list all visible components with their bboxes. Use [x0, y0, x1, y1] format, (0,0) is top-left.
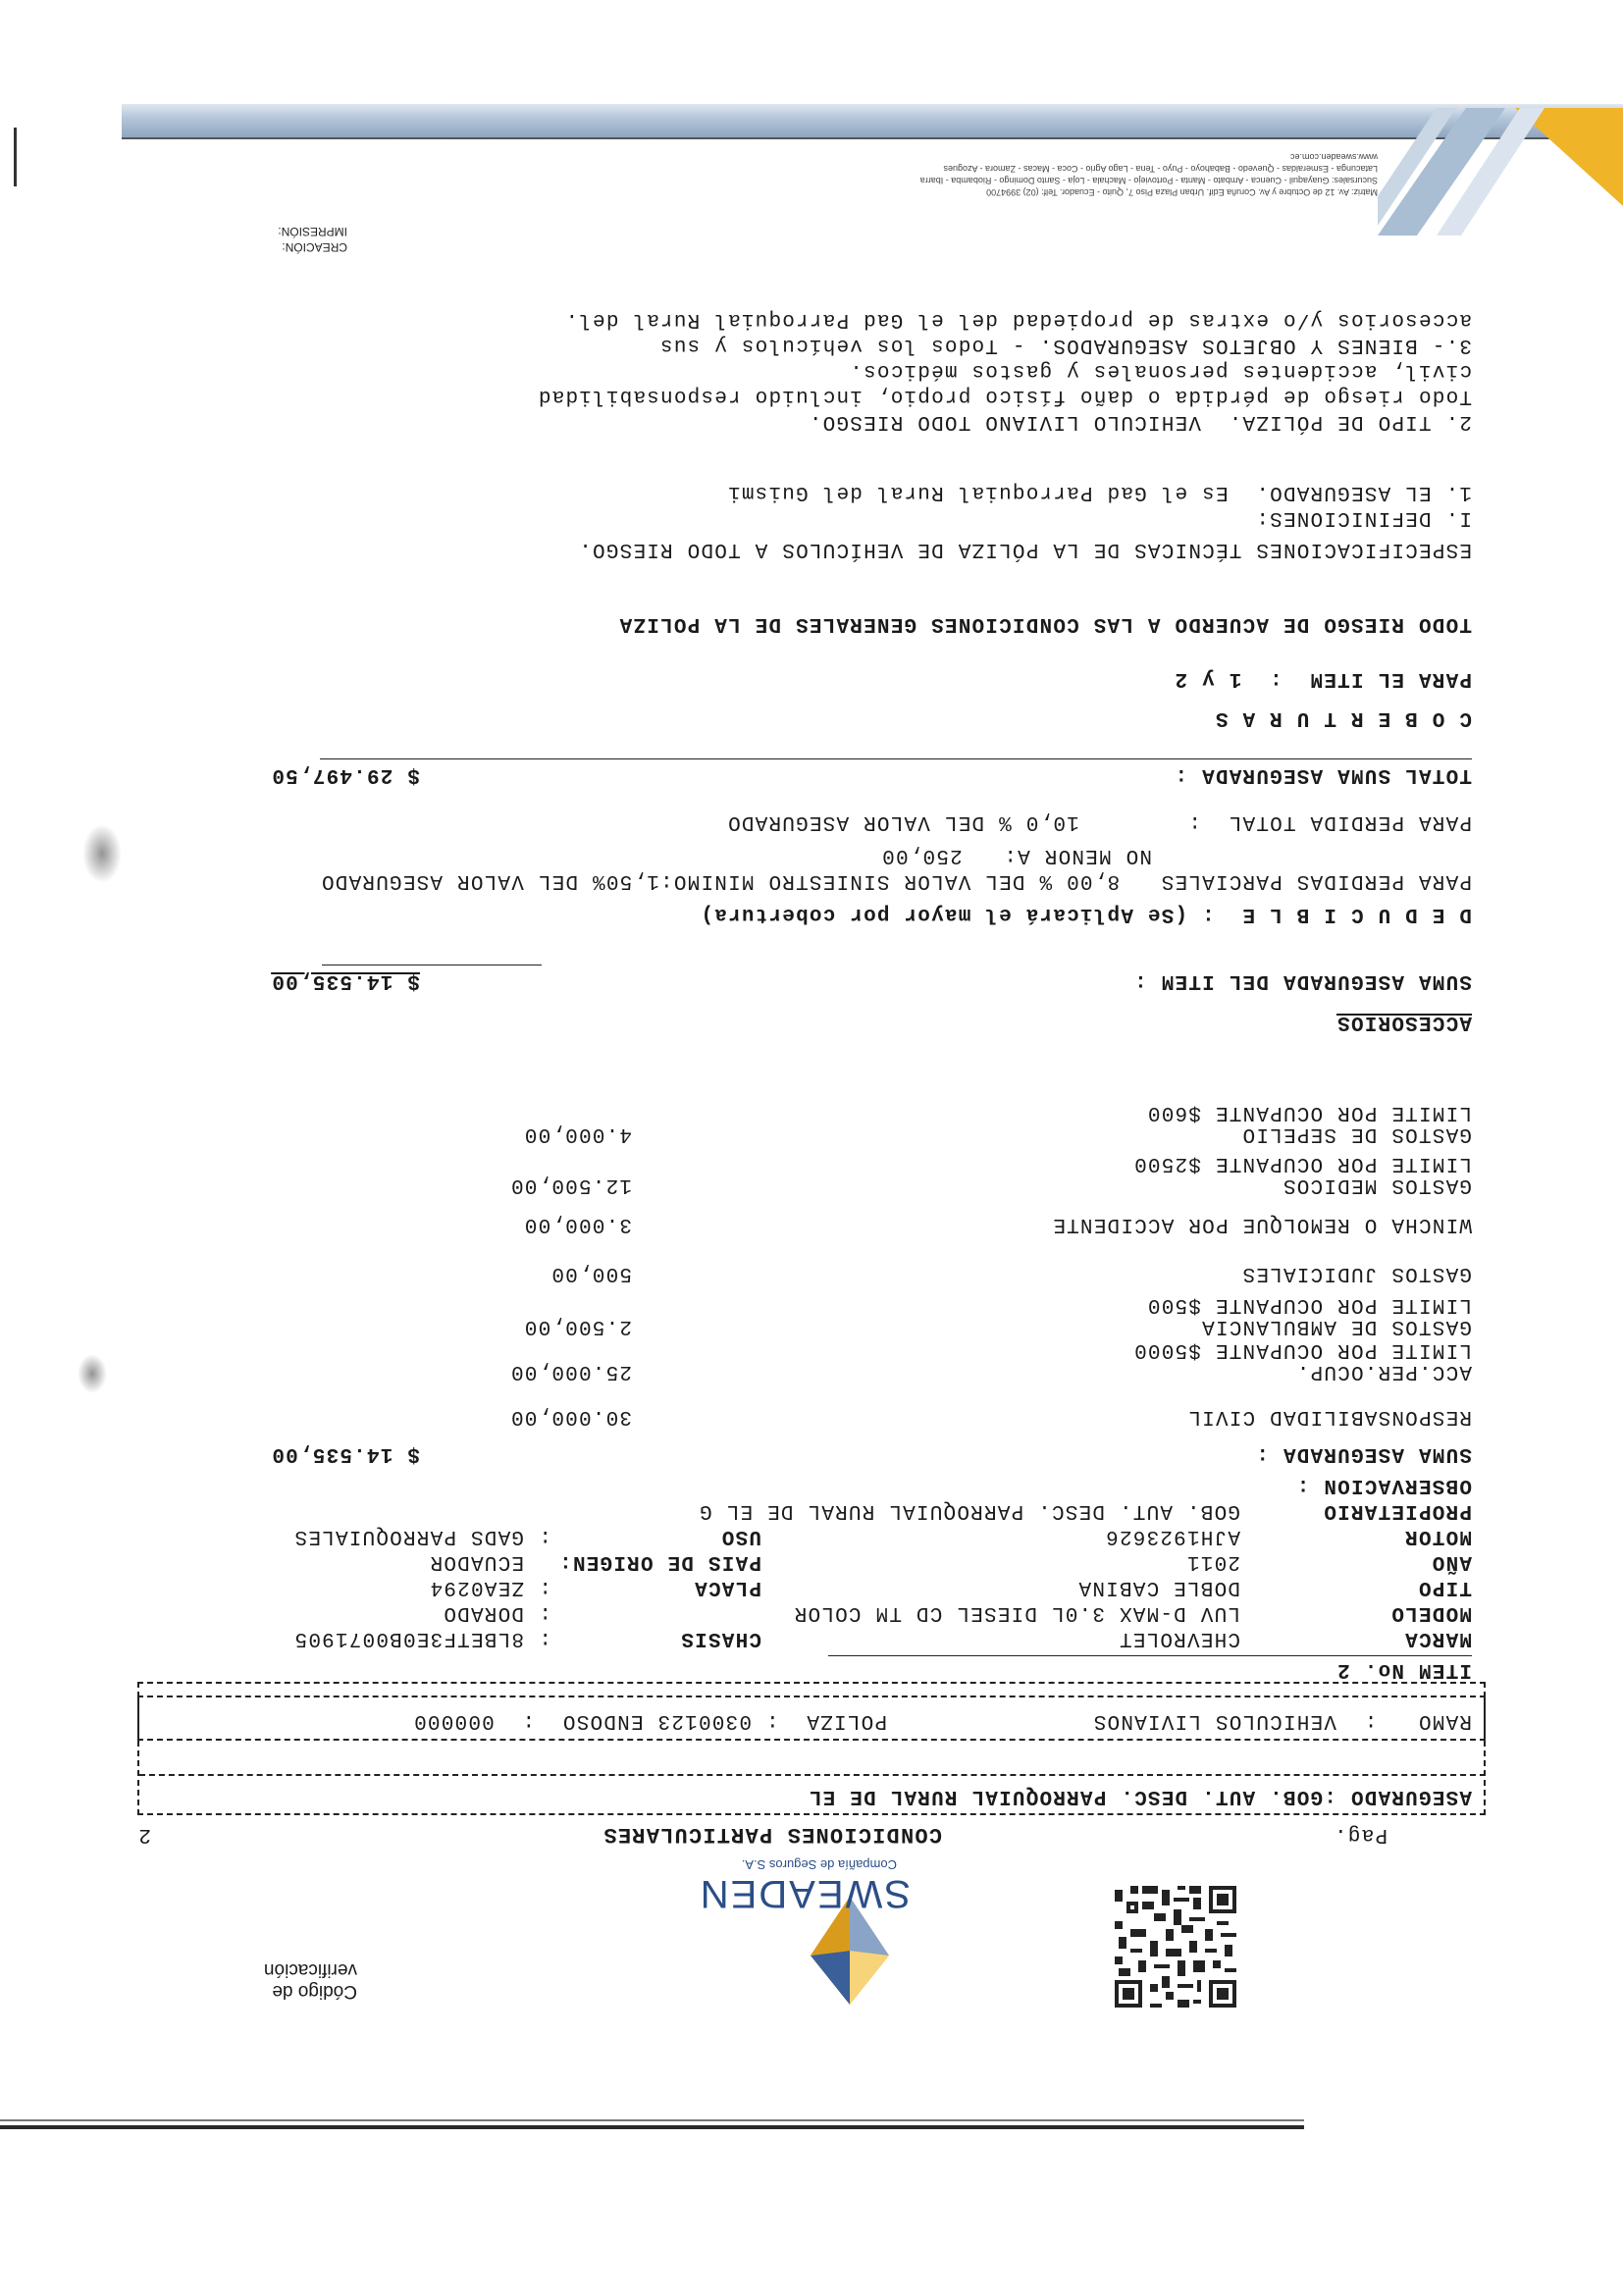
item-number: ITEM No. 2 [1335, 1658, 1472, 1681]
coverage-note: LIMITE POR OCUPANTE $500 [1146, 1293, 1472, 1316]
sum-insured-value: $ 14.535,00 [271, 1442, 420, 1465]
item-sum-label: SUMA ASEGURADA DEL ITEM : [1132, 969, 1472, 992]
qr-code-icon [1111, 1882, 1240, 2011]
coverage-amount: 4.000,00 [523, 1122, 632, 1145]
coverage-note: LIMITE POR OCUPANTE $600 [1146, 1101, 1472, 1123]
scan-edge-line-secondary [0, 2119, 1304, 2121]
total-sum-value: $ 29.497,50 [271, 763, 420, 786]
policy-header-divider [139, 1772, 1486, 1776]
specs-line: I. DEFINICIONES: [1255, 506, 1472, 529]
item-sum-value: $ 14.535,00 [271, 969, 420, 992]
coverage-name: GASTOS JUDICIALES [1241, 1262, 1472, 1284]
coverage-amount: 500,00 [550, 1262, 632, 1284]
creation-label: CREACIÓN: [282, 240, 347, 254]
detail-label-secondary: CHASIS [680, 1627, 761, 1649]
ramo-text: RAMO : VEHICULOS LIVIANOS [1092, 1709, 1472, 1732]
detail-value: DOBLE CABINA [1077, 1576, 1240, 1598]
specs-line: 2. TIPO DE PÓLIZA. VEHICULO LIVIANO TODO RIESGO. [808, 410, 1472, 433]
deductible-title: D E D U C I B L E : (Se Aplicará el mayor por cobertura) [700, 903, 1472, 925]
specs-line: civil, accidentes personales y gastos médicos. [849, 359, 1472, 382]
detail-label: PROPIETARIO [1323, 1499, 1472, 1522]
coverage-note: LIMITE POR OCUPANTE $2500 [1132, 1152, 1472, 1174]
detail-value-secondary: ECUADOR [429, 1550, 524, 1573]
coverage-amount: 30.000,00 [509, 1405, 632, 1428]
detail-value-secondary: ZEA0294 [429, 1576, 524, 1598]
detail-separator: : [538, 1627, 551, 1649]
scan-smudge [82, 824, 122, 883]
detail-value: CHEVROLET [1118, 1627, 1240, 1649]
detail-label: MODELO [1390, 1601, 1472, 1624]
print-label: IMPRESIÓN: [278, 225, 347, 238]
detail-label: OBSERVACION : [1295, 1474, 1472, 1496]
footer-address [122, 151, 1378, 198]
deductible-partial-minimum: NO MENOR A: 250,00 [880, 844, 1152, 866]
footer-text-line: www.sweaden.com.ec [1289, 152, 1378, 162]
coverage-name: WINCHA O REMOLQUE POR ACCIDENTE [1052, 1213, 1472, 1235]
total-sum-label: TOTAL SUMA ASEGURADA : [1174, 763, 1472, 786]
specs-line: accesorios y/o extras de propiedad del el Gad Parroquial Rural del. [564, 308, 1472, 331]
footer-stripes-decoration [1378, 108, 1564, 235]
coverage-name: GASTOS MEDICOS [1282, 1174, 1472, 1196]
detail-label-secondary: PLACA [693, 1576, 761, 1598]
detail-label-secondary: PAIS DE ORIGEN: [557, 1550, 761, 1573]
detail-label-secondary: USO [720, 1525, 761, 1547]
coverage-name: RESPONSABILIDAD CIVIL [1187, 1405, 1472, 1428]
coverages-title: C O B E R T U R A S [1214, 706, 1472, 729]
detail-value-secondary: GADS PARROQUIALES [293, 1525, 524, 1547]
footer-text-line: Latacunga - Esmeraldas - Quevedo - Babahoyo - Puyo - Tena - Lago Agrio - Coca - Macas - Zamora - Azogues [943, 164, 1378, 174]
detail-label: MOTOR [1403, 1525, 1472, 1547]
scan-edge-mark [14, 128, 17, 186]
footer-meta [278, 224, 347, 255]
detail-separator: : [538, 1576, 551, 1598]
detail-label: TIPO [1417, 1576, 1472, 1598]
policy-number-text: POLIZA : 0300123 ENDOSO : 000000 [412, 1709, 887, 1732]
coverage-note: LIMITE POR OCUPANTE $5000 [1132, 1338, 1472, 1361]
sum-insured-label: SUMA ASEGURADA : [1255, 1442, 1472, 1465]
deductible-partial: PARA PERDIDAS PARCIALES 8,00 % DEL VALOR SINIESTRO MINIMO:1,50% DEL VALOR ASEGURADO [320, 869, 1472, 892]
coverage-name: GASTOS DE AMBULANCIA [1200, 1315, 1472, 1337]
coverage-amount: 25.000,00 [509, 1360, 632, 1383]
brand-subtitle: Compañía de Seguros S.A. [741, 1857, 897, 1872]
detail-value: LUV D-MAX 3.0L DIESEL CD TM COLOR [793, 1601, 1240, 1624]
detail-value: AJH1923626 [1104, 1525, 1240, 1547]
detail-value: GOB. AUT. DESC. PARROQUIAL RURAL DE EL G [698, 1499, 1240, 1522]
scan-edge-line [0, 2125, 1304, 2129]
detail-separator: : [538, 1601, 551, 1624]
specs-line: Todo riesgo de pérdida o daño físico propio, incluido responsabilidad [537, 385, 1472, 407]
detail-value-secondary: DORADO [443, 1601, 524, 1624]
deductible-total: PARA PERDIDA TOTAL : 10,0 % DEL VALOR ASEGURADO [726, 810, 1472, 833]
detail-value: 2011 [1185, 1550, 1240, 1573]
section-title: CONDICIONES PARTICULARES [602, 1822, 942, 1847]
brand-name: SWEADEN [698, 1872, 911, 1915]
specs-line: 1. EL ASEGURADO. Es el Gad Parroquial Rural del Guismi [726, 481, 1472, 503]
page-label: Pag. [1333, 1823, 1387, 1846]
detail-value-secondary: 8LBETF3E0B0071905 [293, 1627, 524, 1649]
verification-code-label: Código de verificación [263, 1959, 357, 2002]
coverage-name: ACC.PER.OCUP. [1295, 1360, 1472, 1383]
footer-text-line: Matriz: Av. 12 de Octubre y Av. Coruña Edif. Urban Plaza Piso 7, Quito - Ecuador. Telf: (02) 3994700 [986, 187, 1378, 197]
detail-separator: : [538, 1525, 551, 1547]
insured-line: ASEGURADO :GOB. AUT. DESC. PARROQUIAL RURAL DE EL [808, 1785, 1472, 1807]
coverage-amount: 2.500,00 [523, 1315, 632, 1337]
coverages-general: TODO RIESGO DE ACUERDO A LAS CONDICIONES GENERALES DE LA POLIZA [618, 612, 1472, 635]
coverage-name: GASTOS DE SEPELIO [1241, 1122, 1472, 1145]
total-sum-underline [320, 758, 1472, 759]
specs-line: 3.- BIENES Y OBJETOS ASEGURADOS. - Todos los vehículos y sus [658, 334, 1472, 356]
accessories-label: ACCESORIOS [1335, 1011, 1472, 1033]
scan-smudge [78, 1354, 107, 1393]
footer-text-line: Sucursales: Guayaquil - Cuenca - Ambato - Manta - Portoviejo - Machala - Loja - Santo Domingo - Riobamba - Ibarra [919, 176, 1378, 185]
coverages-items: PARA EL ITEM : 1 y 2 [1174, 667, 1472, 690]
detail-label: MARCA [1403, 1627, 1472, 1649]
specs-title: ESPECIFICACIONES TÉCNICAS DE LA PÓLIZA DE VEHÍCULOS A TODO RIESGO. [578, 538, 1472, 560]
coverage-amount: 12.500,00 [509, 1174, 632, 1196]
detail-label: AÑO [1431, 1550, 1472, 1573]
coverage-amount: 3.000,00 [523, 1213, 632, 1235]
item-underline [828, 1655, 1472, 1656]
page-number: 2 [137, 1823, 151, 1846]
